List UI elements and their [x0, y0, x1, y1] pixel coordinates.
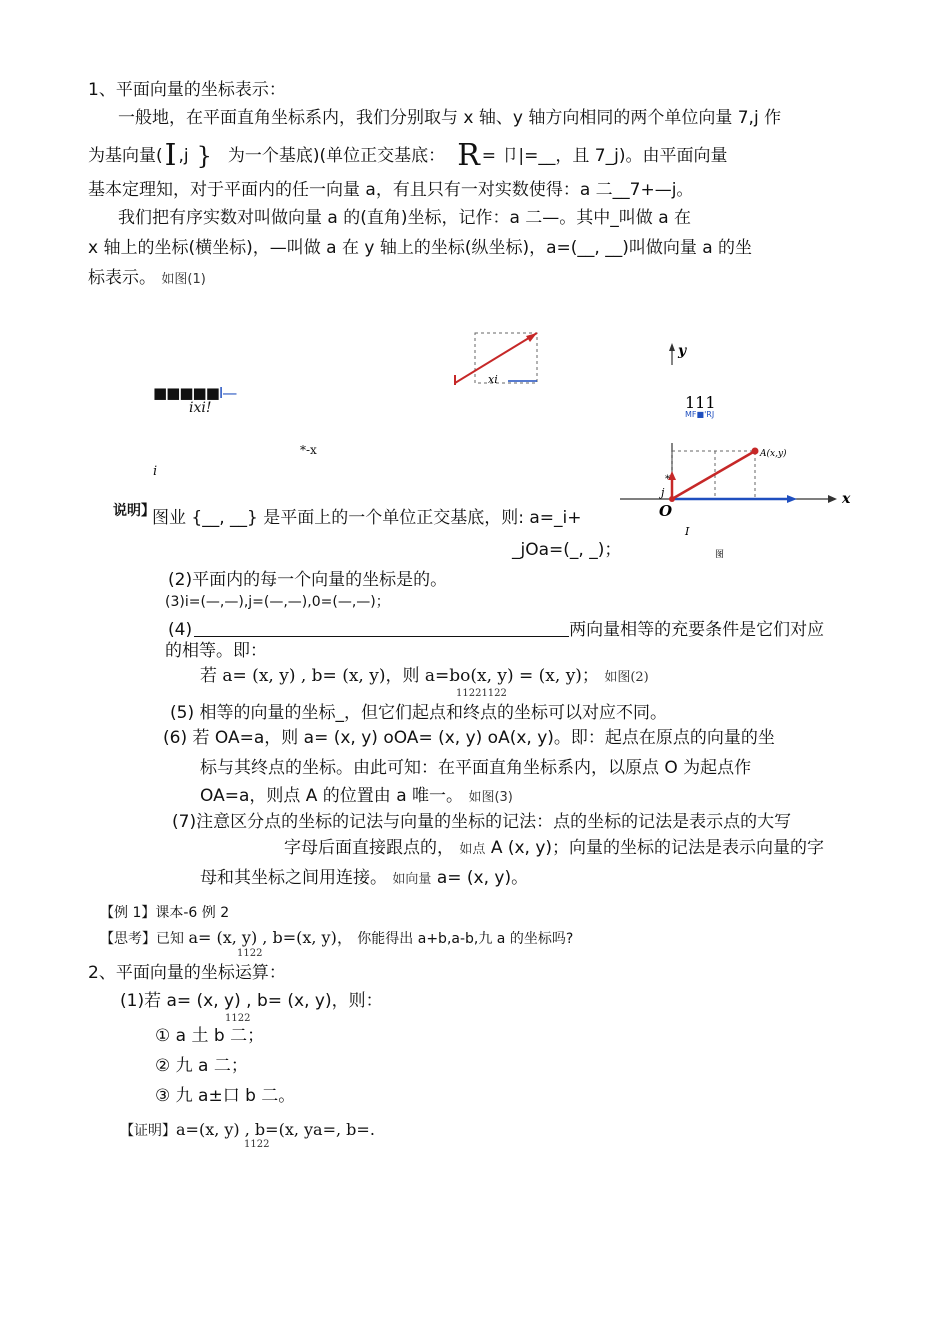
- paragraph-line: 标与其终点的坐标。由此可知：在平面直角坐标系内，以原点 O 为起点作: [200, 758, 752, 778]
- i-arrow-head-icon: [787, 495, 797, 503]
- text-span: 如点: [459, 842, 486, 857]
- text-span: 若 a= (x, y) , b= (x, y)，则 a=bo(x, y) = (x, y)；: [200, 666, 599, 686]
- list-item: ① a 土 b 二；: [155, 1026, 265, 1046]
- subscript-row: 1122: [225, 1013, 251, 1024]
- list-item: (2)平面内的每一个向量的坐标是的。: [168, 570, 448, 590]
- text-span: a= (x, y)。: [436, 868, 529, 888]
- vector-oa: [672, 451, 755, 499]
- x-axis-arrow-icon: [828, 495, 837, 503]
- figure-2-coordinate-system: [615, 335, 860, 560]
- arrow-head-icon: [526, 333, 537, 342]
- mark: I—: [218, 384, 237, 402]
- paragraph-line: 的相等。即：: [165, 641, 267, 661]
- origin-label: O: [659, 502, 673, 520]
- paragraph-line: [284, 838, 824, 858]
- y-axis-label: y: [678, 343, 687, 359]
- example-label: 【例 1】课本-6 例 2: [100, 905, 230, 921]
- dashed-box: [475, 333, 537, 383]
- squares: ■■■■■: [153, 384, 219, 402]
- i-label: I: [685, 525, 690, 538]
- section-heading-2: 2、平面向量的坐标运算：: [88, 963, 286, 983]
- text-span: 两向量相等的充要条件是它们对应: [569, 620, 825, 640]
- paragraph-line: [200, 666, 649, 686]
- text-span: 标表示。: [88, 268, 156, 288]
- figure-reference: 如图(2): [604, 670, 649, 685]
- text-span: ,j: [178, 145, 189, 166]
- x-axis-label: x: [842, 491, 851, 507]
- paragraph-line: (1)若 a= (x, y) , b= (x, y)，则：: [120, 991, 383, 1011]
- number-label: 111: [685, 393, 716, 412]
- text-span: 【思考】已知: [100, 931, 184, 947]
- paragraph-line: 基本定理知，对于平面内的任一向量 a，有且只有一对实数使得：a 二__7+—j。: [88, 180, 694, 200]
- text-span: 为一个基底)(单位正交基底：: [227, 145, 446, 166]
- paragraph-line: [200, 868, 528, 888]
- subscript-row: 1122: [244, 1139, 270, 1150]
- text-span: A (x, y)；向量的坐标的记法是表示向量的字: [490, 838, 825, 858]
- axis-x-label: *-x: [300, 443, 317, 457]
- brace: }: [196, 142, 212, 170]
- list-item: (5) 相等的向量的坐标_，但它们起点和终点的坐标可以对应不同。: [170, 703, 667, 723]
- section-heading-1: 1、平面向量的坐标表示：: [88, 80, 286, 100]
- figure-1-vector: [440, 325, 555, 385]
- text-span: 字母后面直接跟点的，: [284, 838, 454, 858]
- text-span: 为基向量(: [88, 145, 163, 166]
- i-label: i: [153, 464, 158, 479]
- j-label: j: [661, 486, 665, 499]
- note-label: 说明】: [113, 503, 155, 519]
- subscript-row: 1122: [237, 948, 263, 959]
- item-number: (4): [168, 620, 193, 640]
- list-item: (3)i=(—,—),j=(—,—),0=(—,—)；: [165, 594, 390, 610]
- big-letter-i: I: [164, 138, 177, 173]
- star-mark: *: [665, 474, 670, 485]
- y-axis-arrow-icon: [669, 343, 675, 351]
- figure-reference: 如图(1): [161, 272, 206, 287]
- list-item: ③ 九 a±口 b 二。: [155, 1086, 296, 1106]
- list-item-4: [168, 620, 824, 640]
- point-a: [752, 448, 759, 455]
- paragraph-line-basis: [88, 138, 727, 174]
- caption-label: MF■'RJ: [685, 410, 715, 419]
- figure-reference: 如图(3): [468, 790, 513, 805]
- list-item: (7)注意区分点的坐标的记法与向量的坐标的记法：点的坐标的记法是表示点的大写: [172, 812, 792, 832]
- text-span: OA=a，则点 A 的位置由 a 唯一。: [200, 786, 464, 806]
- xi-label: xi: [488, 373, 498, 385]
- paragraph-line: _jOa=(_, _)；: [512, 540, 622, 560]
- paragraph-line: [200, 786, 513, 806]
- think-line: [100, 928, 573, 948]
- figure-mark: 图: [715, 550, 725, 560]
- subscript-row: 11221122: [456, 688, 507, 699]
- point-a-label: A(x,y): [760, 449, 787, 459]
- text-span: a=(x, y) , b=(x, ya=, b=.: [176, 1120, 375, 1139]
- paragraph-line: 我们把有序实数对叫做向量 a 的(直角)坐标，记作：a 二—。其中_叫做 a 在: [118, 208, 692, 228]
- text-span: 【证明】: [120, 1123, 176, 1139]
- text-span: a= (x, y) , b=(x, y)，: [188, 928, 353, 947]
- text-span: 如向量: [392, 872, 432, 887]
- list-item: ② 九 a 二；: [155, 1056, 248, 1076]
- paragraph-line: 图业 {__, __} 是平面上的一个单位正交基底，则: a=_i+: [152, 508, 582, 528]
- list-item: (6) 若 OA=a，则 a= (x, y) oOA= (x, y) oA(x, y)。即：起点在原点的向量的坐: [163, 728, 775, 748]
- text-span: 你能得出 a+b,a-b,九 a 的坐标吗?: [357, 931, 574, 947]
- blank-line: [194, 636, 569, 637]
- ixi-label: ixi!: [189, 400, 212, 416]
- paragraph-line: 一般地，在平面直角坐标系内，我们分别取与 x 轴、y 轴方向相同的两个单位向量 7,j 作: [118, 108, 782, 128]
- paragraph-line: x 轴上的坐标(横坐标)，—叫做 a 在 y 轴上的坐标(纵坐标)，a=(__, __)叫做向量 a 的坐: [88, 238, 753, 258]
- text-span: 母和其坐标之间用连接。: [200, 868, 387, 888]
- proof-line: [120, 1120, 375, 1140]
- text-span: = 卩|=__，且 7_j)。由平面向量: [481, 145, 728, 166]
- big-letter-r: R: [457, 138, 480, 173]
- paragraph-line: [88, 268, 206, 288]
